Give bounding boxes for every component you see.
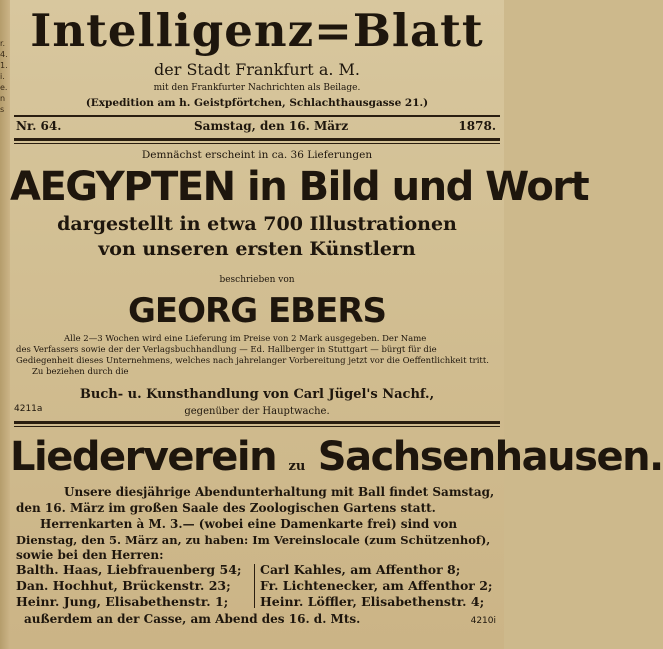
ad2-sellers-left (16, 562, 242, 610)
rule (14, 115, 500, 117)
ad1-para1: Alle 2—3 Wochen wird eine Lieferung im Preise von 2 Mark ausgegeben. Der Name (64, 334, 427, 344)
adjacent-page-fragments: r. 4. 1. i. e. n s (0, 39, 8, 114)
issue-year: 1878. (458, 119, 496, 133)
issue-line (14, 118, 500, 136)
ad1-para4: Zu beziehen durch die (32, 367, 129, 377)
ad1-code: 4211a (14, 404, 43, 414)
ad2-code: 4210i (470, 616, 496, 626)
ad1-headline: AEGYPTEN in Bild und Wort (10, 164, 589, 210)
ad1-shop: Buch- u. Kunsthandlung von Carl Jügel's Nachf., (79, 387, 435, 402)
ad2-line1: Unsere diesjährige Abendunterhaltung mit Ball findet Samstag, (64, 485, 495, 499)
rule (14, 143, 500, 144)
rule (14, 426, 500, 427)
ad2-sellers-right (260, 562, 493, 610)
issue-date: Samstag, den 16. März (194, 119, 349, 133)
masthead-supplement: mit den Frankfurter Nachrichten als Beilage. (153, 83, 361, 93)
ad1-line1: dargestellt in etwa 700 Illustrationen (57, 213, 457, 235)
rule (14, 138, 500, 141)
ad1-para3: Gediegenheit dieses Unternehmens, welches nach jahrelanger Vorbereitung jetzt vor die Oeffentlichkeit tritt. (16, 356, 489, 366)
seller-item: Fr. Lichtenecker, am Affenthor 2; (260, 578, 493, 593)
masthead-subtitle: der Stadt Frankfurt a. M. (154, 60, 360, 79)
ad1-by: beschrieben von (219, 275, 295, 285)
ad2-sellers (16, 562, 500, 610)
seller-item: Heinr. Jung, Elisabethenstr. 1; (16, 594, 229, 609)
seller-item: Heinr. Löffler, Elisabethenstr. 4; (260, 594, 485, 609)
column-divider (254, 564, 255, 608)
ad1-address: gegenüber der Hauptwache. (184, 406, 330, 417)
ad2-last: außerdem an der Casse, am Abend des 16. d. Mts. (24, 612, 361, 626)
seller-item: Carl Kahles, am Affenthor 8; (260, 562, 461, 577)
ad2-line5: sowie bei den Herren: (16, 548, 164, 562)
seller-item: Balth. Haas, Liebfrauenberg 54; (16, 562, 242, 577)
ad2-line3: Herrenkarten à M. 3.— (wobei eine Damenkarte frei) sind von (40, 517, 458, 531)
seller-item: Dan. Hochhut, Brückenstr. 23; (16, 578, 231, 593)
ad2-line4: Dienstag, den 5. März an, zu haben: Im Vereinslocale (zum Schützenhof), (16, 533, 491, 547)
masthead-expedition: (Expedition am h. Geistpförtchen, Schlachthausgasse 21.) (85, 97, 429, 109)
ad1-announce: Demnächst erscheint in ca. 36 Lieferungen (141, 149, 373, 161)
ad1-para2: des Verfassers sowie der der Verlagsbuchhandlung — Ed. Hallberger in Stuttgart — bürgt für die (16, 345, 437, 355)
ad2-line2: den 16. März im großen Saale des Zoologischen Gartens statt. (16, 501, 436, 515)
ad2-headline: Liederverein zu Sachsenhausen. (10, 434, 663, 480)
rule (14, 421, 500, 424)
issue-number: Nr. 64. (16, 119, 62, 133)
masthead-title: Intelligenz=Blatt (30, 4, 484, 57)
ad1-line2: von unseren ersten Künstlern (98, 238, 416, 260)
ad1-author: GEORG EBERS (128, 291, 386, 331)
